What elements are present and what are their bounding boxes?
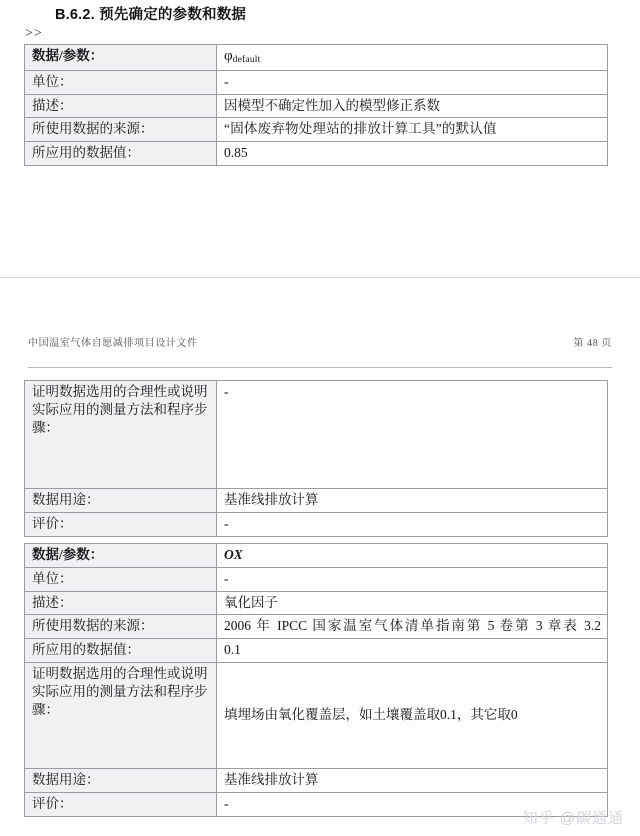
table-row: [25, 489, 608, 513]
row-label-justification: 证明数据选用的合理性或说明实际应用的测量方法和程序步骤：: [25, 663, 217, 769]
row-value-source: “固体废弃物处理站的排放计算工具”的默认值: [217, 118, 608, 142]
row-label-value-applied: 所应用的数据值：: [25, 639, 217, 663]
table-row: [25, 381, 608, 489]
row-value-description: 氧化因子: [217, 591, 608, 615]
parameter-table-continued: [24, 380, 608, 537]
table-row: [25, 142, 608, 166]
table-row: [25, 94, 608, 118]
table-row: [25, 615, 608, 639]
row-value-unit: -: [217, 567, 608, 591]
running-header-title: 中国温室气体自愿减排项目设计文件: [28, 338, 198, 349]
table-row: [25, 567, 608, 591]
row-value-justification: -: [217, 381, 608, 489]
table-row: [25, 512, 608, 536]
table-row: [25, 792, 608, 816]
row-value-data-parameter: [217, 45, 608, 71]
table-row: [25, 663, 608, 769]
parameter-table-ox: [24, 543, 608, 817]
row-label-value-applied: 所应用的数据值：: [25, 142, 217, 166]
row-value-purpose: 基准线排放计算: [217, 489, 608, 513]
row-label-data-parameter: 数据/参数：: [25, 45, 217, 71]
table-row: [25, 591, 608, 615]
table-row: [25, 70, 608, 94]
row-value-value-applied: 0.1: [217, 639, 608, 663]
phi-subscript: default: [232, 55, 261, 66]
page-number: 第 48 页: [573, 338, 612, 349]
watermark-handle: @碳通通: [559, 810, 624, 827]
row-label-data-parameter: 数据/参数：: [25, 544, 217, 568]
paragraph-marker: >>: [25, 26, 43, 41]
running-header: [0, 334, 640, 354]
header-divider: [28, 367, 612, 368]
table-row: [25, 118, 608, 142]
row-label-purpose: 数据用途：: [25, 769, 217, 793]
table-row: [25, 639, 608, 663]
row-value-source: 2006 年 IPCC 国家温室气体清单指南第 5 卷第 3 章表 3.2: [217, 615, 608, 639]
watermark-platform: 知乎: [522, 810, 555, 827]
row-value-purpose: 基准线排放计算: [217, 769, 608, 793]
row-value-description: 因模型不确定性加入的模型修正系数: [217, 94, 608, 118]
row-label-justification: 证明数据选用的合理性或说明实际应用的测量方法和程序步骤：: [25, 381, 217, 489]
phi-symbol: φ: [224, 48, 233, 64]
row-label-unit: 单位：: [25, 70, 217, 94]
parameter-table-phi-default: [24, 44, 608, 166]
row-value-comment: -: [217, 792, 608, 816]
row-value-justification: 填埋场由氧化覆盖层，如土壤覆盖取0.1，其它取0: [217, 663, 608, 769]
row-value-comment: -: [217, 512, 608, 536]
row-label-description: 描述：: [25, 94, 217, 118]
row-label-unit: 单位：: [25, 567, 217, 591]
row-value-value-applied: 0.85: [217, 142, 608, 166]
row-label-comment: 评价：: [25, 512, 217, 536]
row-label-description: 描述：: [25, 591, 217, 615]
row-value-unit: -: [217, 70, 608, 94]
row-label-source: 所使用数据的来源：: [25, 615, 217, 639]
row-value-data-parameter: OX: [217, 544, 608, 568]
page-upper: [0, 0, 640, 279]
row-label-purpose: 数据用途：: [25, 489, 217, 513]
row-label-source: 所使用数据的来源：: [25, 118, 217, 142]
page-title: B.6.2. 预先确定的参数和数据: [55, 7, 247, 23]
table-row: [25, 544, 608, 568]
row-label-comment: 评价：: [25, 792, 217, 816]
table-row: [25, 45, 608, 71]
table-row: [25, 769, 608, 793]
